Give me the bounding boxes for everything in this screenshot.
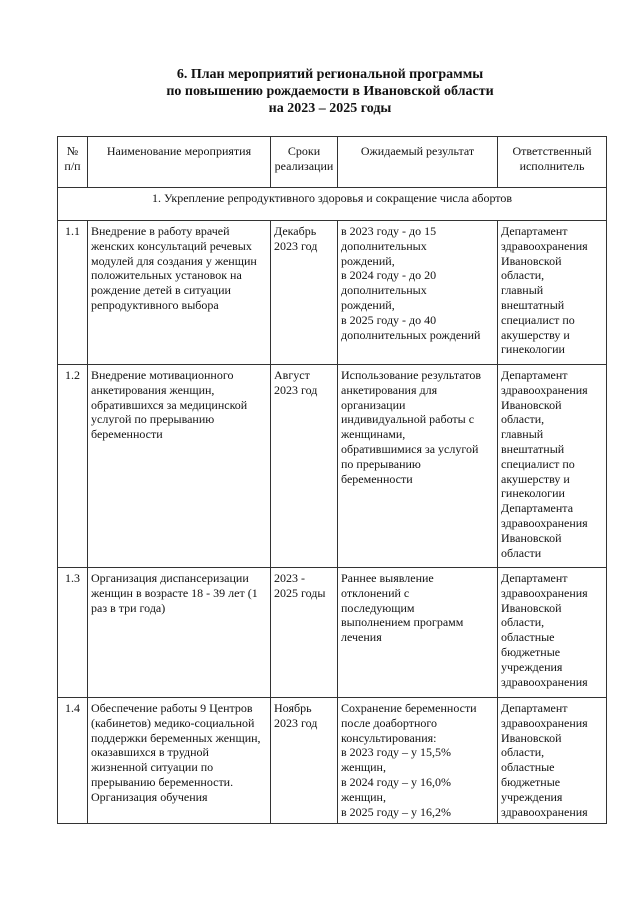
row-responsible: Департамент здравоохранения Ивановской области, главный внештатный специалист по акушерству и гинекологии Департамента здравоохранения Ивановской области	[498, 365, 607, 568]
title-line-3: на 2023 – 2025 годы	[268, 101, 392, 116]
row-result: Раннее выявление отклонений с последующим выполнением программ лечения	[338, 568, 498, 698]
row-term: Декабрь 2023 год	[271, 221, 338, 365]
row-term: Август 2023 год	[271, 365, 338, 568]
row-num: 1.1	[58, 221, 88, 365]
row-name: Обеспечение работы 9 Центров (кабинетов) медико-социальной поддержки беременных женщин, оказавшихся в трудной жизненной ситуации по прерыванию беременности. Организация обучения	[88, 698, 271, 824]
row-responsible: Департамент здравоохранения Ивановской области, областные бюджетные учреждения здравоохранения	[498, 568, 607, 698]
row-num: 1.2	[58, 365, 88, 568]
row-term: Ноябрь 2023 год	[271, 698, 338, 824]
row-responsible: Департамент здравоохранения Ивановской области, областные бюджетные учреждения здравоохранения	[498, 698, 607, 824]
header-num: № п/п	[58, 137, 88, 188]
row-result: Сохранение беременности после доабортного консультирования: в 2023 году – у 15,5% женщин, в 2024 году – у 16,0% женщин, в 2025 году – у 16,2%	[338, 698, 498, 824]
table-header-row	[58, 137, 607, 188]
table-row	[58, 365, 607, 568]
row-term: 2023 - 2025 годы	[271, 568, 338, 698]
section-heading-row	[58, 188, 607, 221]
row-responsible: Департамент здравоохранения Ивановской области, главный внештатный специалист по акушерству и гинекологии	[498, 221, 607, 365]
row-name: Организация диспансеризации женщин в возрасте 18 - 39 лет (1 раз в три года)	[88, 568, 271, 698]
row-name: Внедрение в работу врачей женских консультаций речевых модулей для создания у женщин положительных установок на рождение детей в ситуации репродуктивного выбора	[88, 221, 271, 365]
title-line-2: по повышению рождаемости в Ивановской области	[166, 84, 494, 99]
plan-table	[57, 136, 607, 824]
row-num: 1.4	[58, 698, 88, 824]
table-row	[58, 221, 607, 365]
row-result: Использование результатов анкетирования для организации индивидуальной работы с женщинами, обратившимися за услугой по прерыванию беременности	[338, 365, 498, 568]
row-name: Внедрение мотивационного анкетирования женщин, обратившихся за медицинской услугой по прерыванию беременности	[88, 365, 271, 568]
header-result: Ожидаемый результат	[338, 137, 498, 188]
title-line-1: 6. План мероприятий региональной программы	[176, 67, 484, 82]
document-title	[60, 66, 600, 117]
section-heading: 1. Укрепление репродуктивного здоровья и сокращение числа абортов	[58, 188, 607, 221]
header-term: Сроки реализации	[271, 137, 338, 188]
header-responsible: Ответственный исполнитель	[498, 137, 607, 188]
header-name: Наименование мероприятия	[88, 137, 271, 188]
table-row	[58, 568, 607, 698]
table-row	[58, 698, 607, 824]
row-num: 1.3	[58, 568, 88, 698]
row-result: в 2023 году - до 15 дополнительных рождений, в 2024 году - до 20 дополнительных рождений, в 2025 году - до 40 дополнительных рождений	[338, 221, 498, 365]
